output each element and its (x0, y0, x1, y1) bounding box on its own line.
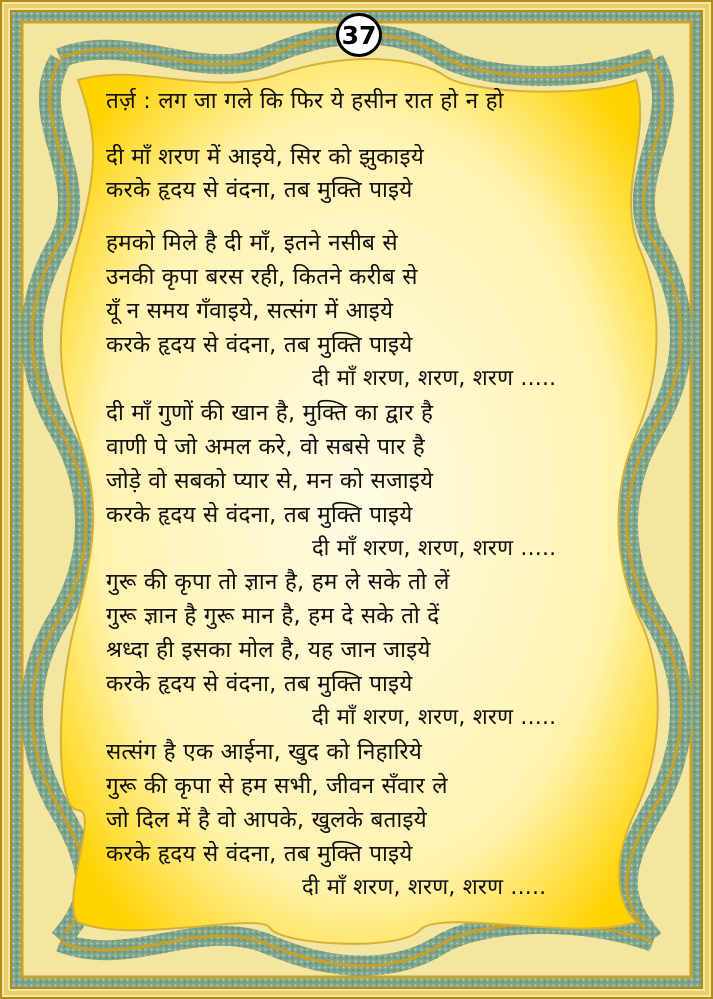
verse-line: वाणी पे जो अमल करे, वो सबसे पार है (106, 434, 425, 460)
verse-line: गुरू की कृपा तो ज्ञान है, हम ले सके तो लें (106, 569, 450, 595)
verse-line: हमको मिले है दी माँ, इतने नसीब से (106, 230, 398, 256)
verse-line: श्रध्दा ही इसका मोल है, यह जान जाइये (106, 637, 431, 663)
verse-line: करके हृदय से वंदना, तब मुक्ति पाइये (106, 841, 413, 867)
page-number-badge: 37 (336, 13, 382, 57)
verse-line: करके हृदय से वंदना, तब मुक्ति पाइये (106, 671, 413, 697)
intro-line: करके हृदय से वंदना, तब मुक्ति पाइये (106, 177, 413, 203)
verse-line: जो दिल में है वो आपके, खुलके बताइये (106, 807, 427, 833)
refrain-line: दी माँ शरण, शरण, शरण ..... (302, 875, 547, 900)
verse-line: गुरू ज्ञान है गुरू मान है, हम दे सके तो दें (106, 603, 440, 629)
verse-line: करके हृदय से वंदना, तब मुक्ति पाइये (106, 332, 413, 358)
verse-line: गुरू की कृपा से हम सभी, जीवन सँवार ले (106, 773, 448, 799)
verse-line: यूँ न समय गँवाइये, सत्संग में आइये (106, 298, 394, 324)
refrain-line: दी माँ शरण, शरण, शरण ..... (312, 536, 557, 561)
verse-line: दी माँ गुणों की खान है, मुक्ति का द्वार है (106, 400, 434, 426)
verse-line: सत्संग है एक आईना, खुद को निहारिये (106, 739, 423, 765)
intro-line: दी माँ शरण में आइये, सिर को झुकाइये (106, 144, 424, 170)
verse-line: करके हृदय से वंदना, तब मुक्ति पाइये (106, 502, 413, 528)
refrain-line: दी माँ शरण, शरण, शरण ..... (312, 705, 557, 730)
verse-line: जोड़े वो सबको प्यार से, मन को सजाइये (106, 468, 434, 494)
refrain-line: दी माँ शरण, शरण, शरण ..... (312, 366, 557, 391)
tune-line: तर्ज़ : लग जा गले कि फिर ये हसीन रात हो न हो (106, 88, 504, 114)
verse-line: उनकी कृपा बरस रही, कितने करीब से (106, 264, 418, 290)
